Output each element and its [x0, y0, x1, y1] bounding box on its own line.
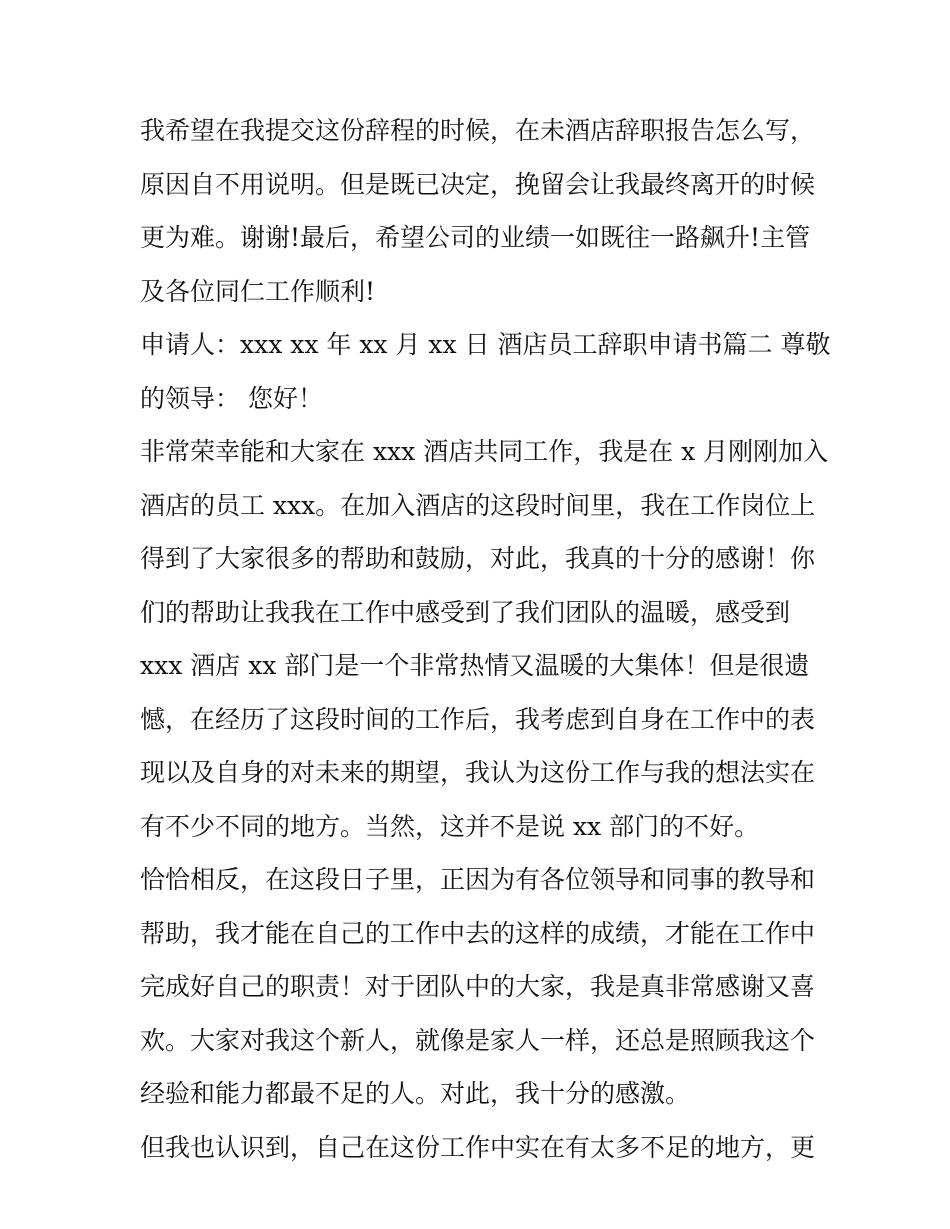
text-line: 得到了大家很多的帮助和鼓励，对此，我真的十分的感谢！你	[140, 544, 816, 573]
text-line: 酒店的员工 xxx。在加入酒店的这段时间里，我在工作岗位上	[140, 490, 816, 520]
text-line: 恰恰相反，在这段日子里，正因为有各位领导和同事的教导和	[140, 865, 816, 894]
text-line: 但我也认识到，自己在这份工作中实在有太多不足的地方，更	[140, 1132, 816, 1162]
text-line: 我希望在我提交这份辞程的时候，在未酒店辞职报告怎么写，	[140, 116, 816, 145]
text-line: 经验和能力都最不足的人。对此，我十分的感激。	[140, 1079, 691, 1108]
text-line: 完成好自己的职责！对于团队中的大家，我是真非常感谢又喜	[140, 972, 816, 1001]
text-line: 有不少不同的地方。当然，这并不是说 xx 部门的不好。	[140, 811, 760, 841]
text-line: 原因自不用说明。但是既已决定，挽留会让我最终离开的时候	[140, 169, 816, 199]
text-line: 们的帮助让我我在工作中感受到了我们团队的温暖，感受到	[140, 597, 791, 627]
text-line: 及各位同仁工作顺利!	[140, 276, 376, 306]
document-body	[140, 104, 831, 1174]
text-line: 的领导： 您好！	[140, 383, 323, 413]
text-line: xxx 酒店 xx 部门是一个非常热情又温暖的大集体！但是很遗	[140, 651, 810, 680]
text-line: 欢。大家对我这个新人，就像是家人一样，还总是照顾我这个	[140, 1025, 816, 1055]
text-line: 憾，在经历了这段时间的工作后，我考虑到自身在工作中的表	[140, 704, 816, 734]
text-line: 申请人：xxx xx 年 xx 月 xx 日 酒店员工辞职申请书篇二 尊敬	[140, 330, 831, 359]
text-line: 帮助，我才能在自己的工作中去的这样的成绩，才能在工作中	[140, 918, 816, 948]
text-line: 现以及自身的对未来的期望，我认为这份工作与我的想法实在	[140, 758, 816, 787]
text-line: 更为难。谢谢!最后，希望公司的业绩一如既往一路飙升!主管	[140, 223, 811, 252]
text-line: 非常荣幸能和大家在 xxx 酒店共同工作，我是在 x 月刚刚加入	[140, 437, 829, 466]
